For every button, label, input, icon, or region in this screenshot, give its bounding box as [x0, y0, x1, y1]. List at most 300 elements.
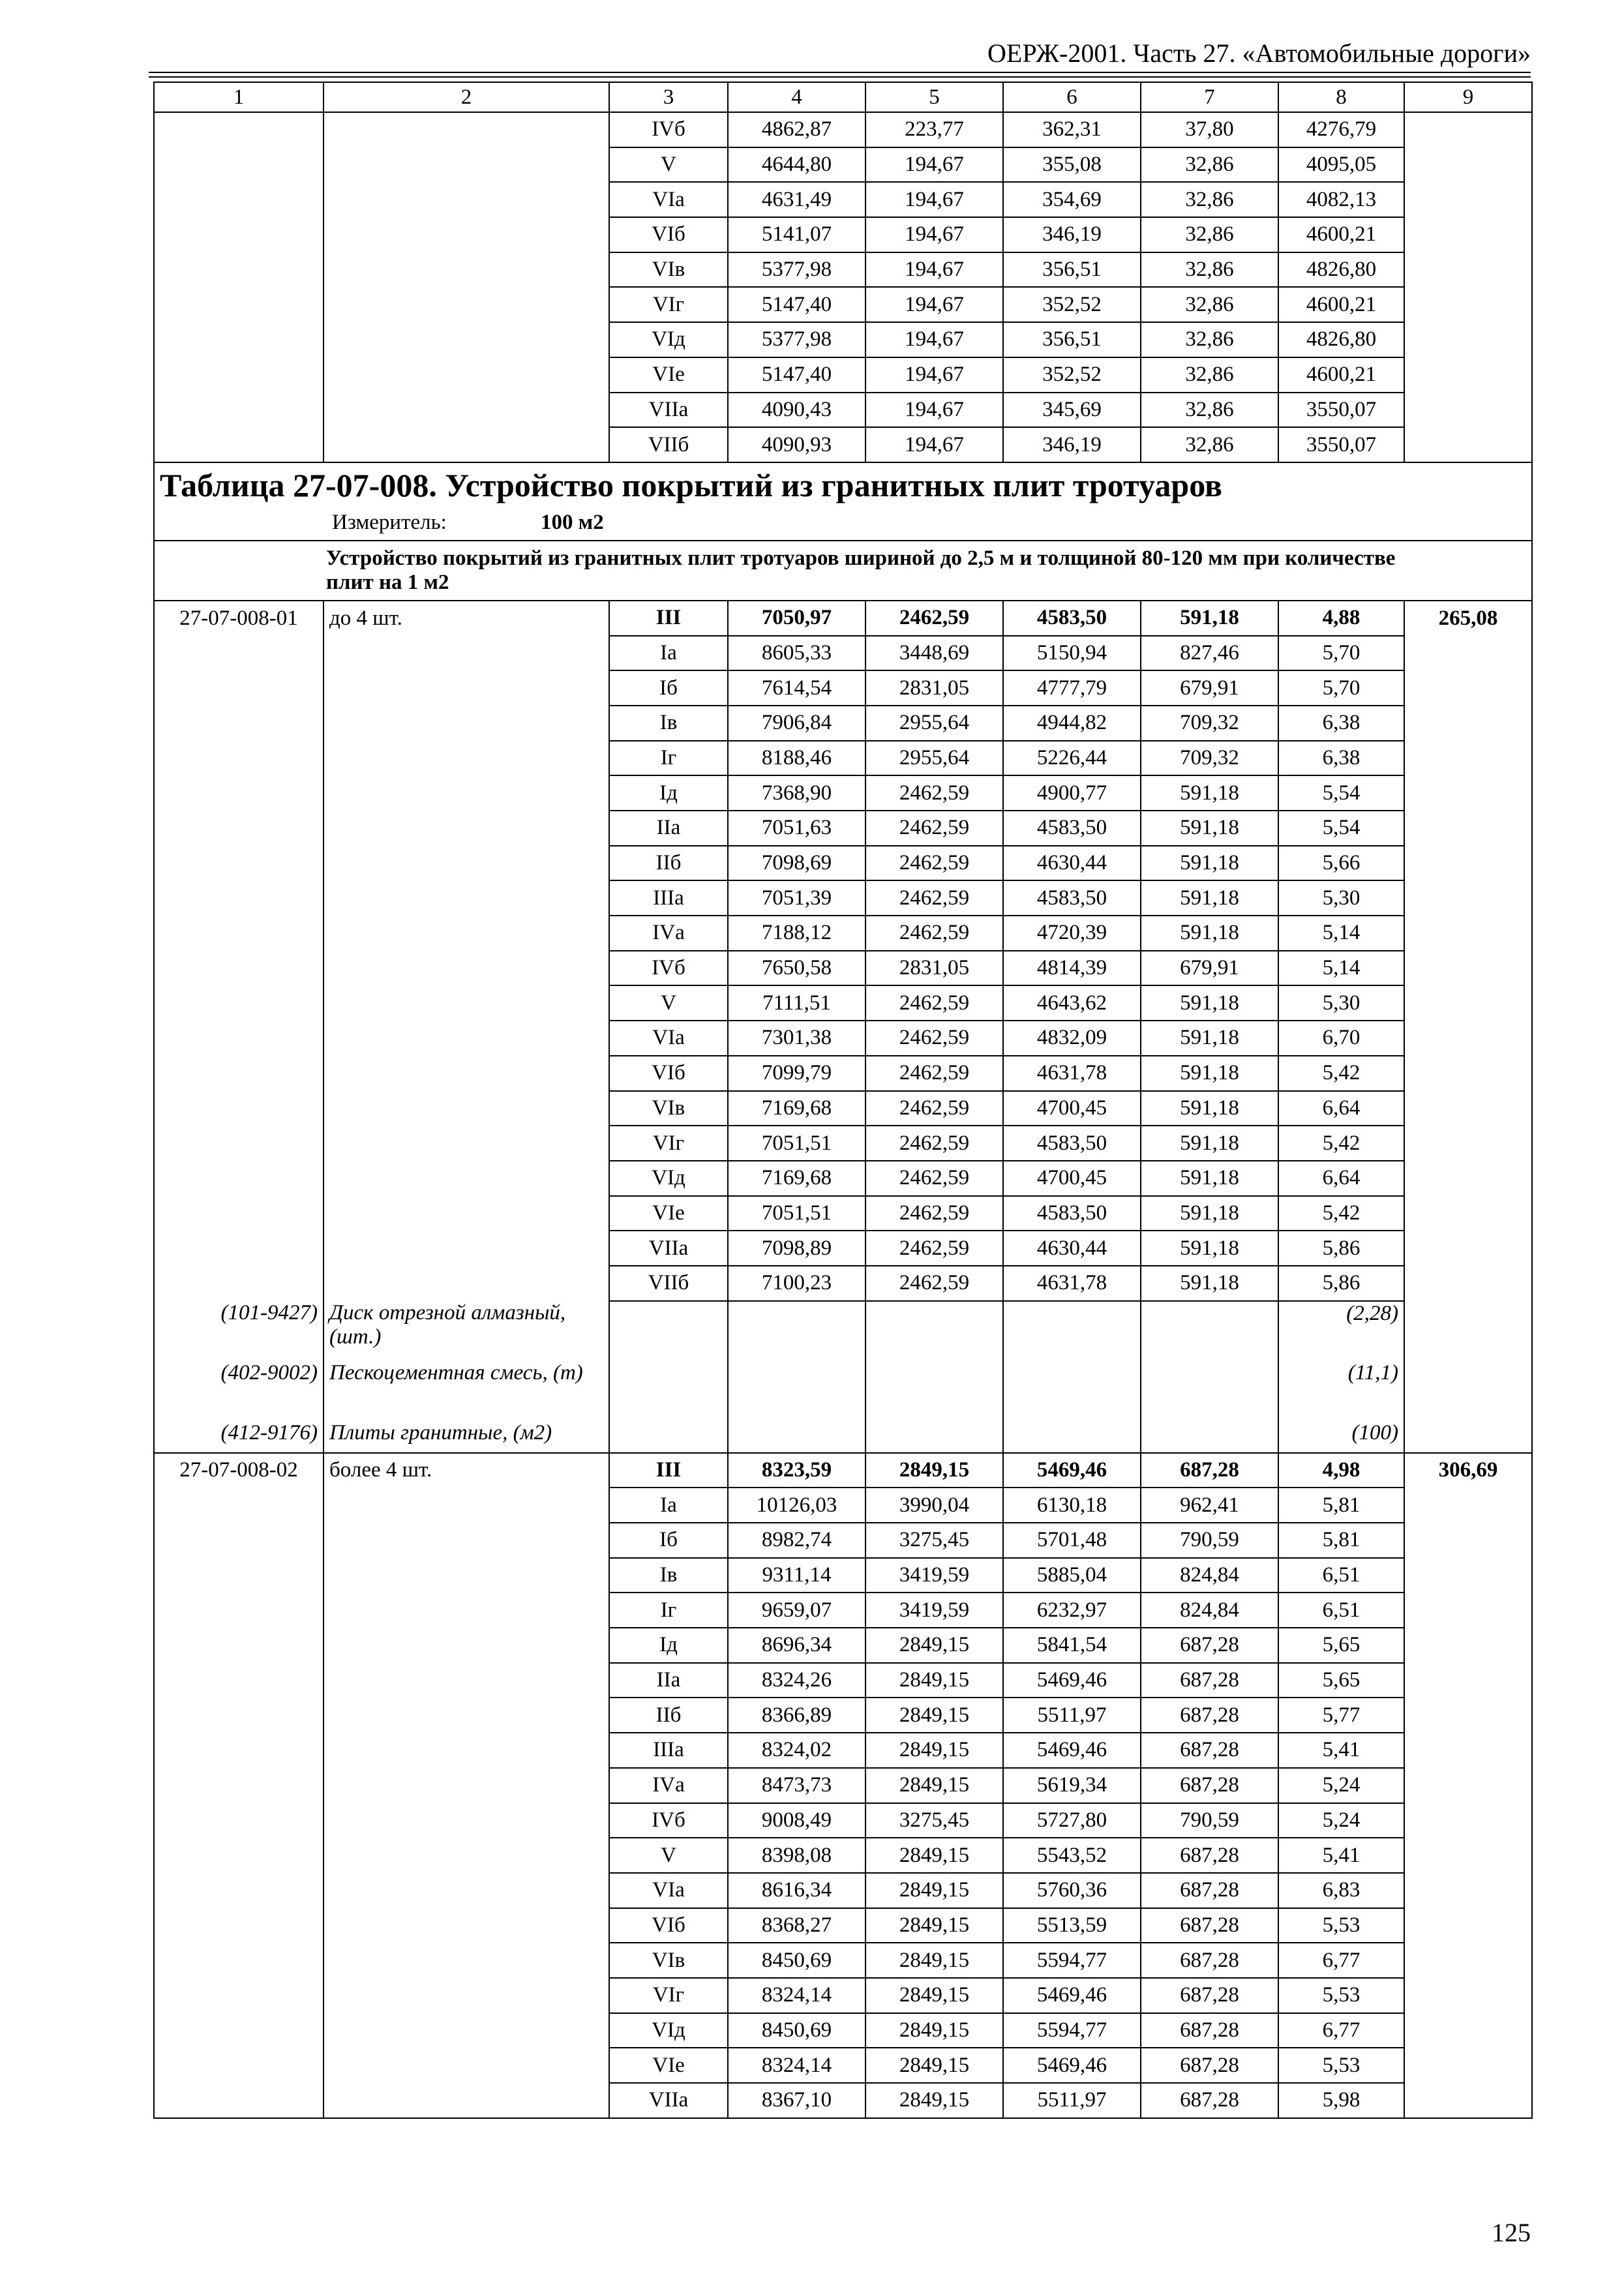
table-cell: V	[609, 1838, 728, 1873]
table-title-row	[154, 462, 1532, 506]
table-cell: 2462,59	[865, 916, 1003, 951]
table-cell: 679,91	[1141, 670, 1278, 706]
column-number: 1	[154, 82, 323, 112]
table-row	[154, 1266, 1532, 1301]
table-cell: 10126,03	[728, 1488, 865, 1523]
table-cell: 5,41	[1278, 1733, 1404, 1768]
empty-cell	[154, 1628, 323, 1663]
table-cell: 194,67	[865, 393, 1003, 428]
table-row	[154, 1453, 1532, 1488]
table-cell: 5,86	[1278, 1266, 1404, 1301]
table-row	[154, 985, 1532, 1021]
empty-cell	[1003, 1421, 1141, 1453]
table-cell: 4095,05	[1278, 147, 1404, 183]
item-name: более 4 шт.	[323, 1453, 609, 1488]
table-cell: 8188,46	[728, 741, 865, 776]
table-cell: 356,51	[1003, 322, 1141, 357]
table-cell: 4276,79	[1278, 112, 1404, 147]
table-cell: 8616,34	[728, 1873, 865, 1908]
empty-cell	[1404, 2048, 1532, 2083]
empty-cell	[323, 182, 609, 217]
table-cell: 4090,93	[728, 427, 865, 462]
empty-cell	[1404, 1628, 1532, 1663]
table-cell: 7098,89	[728, 1231, 865, 1266]
empty-cell	[1404, 1361, 1532, 1421]
table-cell: 194,67	[865, 217, 1003, 252]
table-cell: V	[609, 985, 728, 1021]
empty-cell	[154, 2048, 323, 2083]
table-row	[154, 1698, 1532, 1733]
table-cell: 687,28	[1141, 2013, 1278, 2048]
empty-cell	[323, 393, 609, 428]
table-cell: 5,66	[1278, 846, 1404, 881]
empty-cell	[154, 1196, 323, 1231]
empty-cell	[1404, 1768, 1532, 1803]
table-cell: 6,64	[1278, 1091, 1404, 1126]
table-cell: 5,81	[1278, 1488, 1404, 1523]
table-cell: 194,67	[865, 427, 1003, 462]
table-cell: 6,64	[1278, 1161, 1404, 1196]
empty-cell	[1404, 1558, 1532, 1593]
table-cell: 4600,21	[1278, 287, 1404, 322]
table-row	[154, 322, 1532, 357]
table-cell: 32,86	[1141, 357, 1278, 393]
table-cell: 6,83	[1278, 1873, 1404, 1908]
table-row	[154, 1056, 1532, 1091]
table-title-cell	[154, 462, 1532, 506]
empty-cell	[1404, 1943, 1532, 1978]
empty-cell	[323, 1196, 609, 1231]
table-cell: Iд	[609, 1628, 728, 1663]
table-row	[154, 2048, 1532, 2083]
empty-cell	[1404, 1488, 1532, 1523]
empty-cell	[154, 1978, 323, 2013]
table-cell: 5,53	[1278, 1908, 1404, 1943]
table-cell: 687,28	[1141, 1628, 1278, 1663]
table-row	[154, 1978, 1532, 2013]
empty-cell	[323, 1231, 609, 1266]
table-cell: 9659,07	[728, 1593, 865, 1628]
table-cell: IVб	[609, 1803, 728, 1838]
table-cell: 6,77	[1278, 1943, 1404, 1978]
empty-cell	[154, 1943, 323, 1978]
table-cell: 6,38	[1278, 706, 1404, 741]
table-cell: 4090,43	[728, 393, 865, 428]
table-cell: 4644,80	[728, 147, 865, 183]
empty-cell	[1404, 1196, 1532, 1231]
empty-cell	[154, 916, 323, 951]
table-cell: 3275,45	[865, 1803, 1003, 1838]
table-cell: 2955,64	[865, 741, 1003, 776]
table-cell: 4082,13	[1278, 182, 1404, 217]
empty-cell	[1404, 217, 1532, 252]
table-cell: 8605,33	[728, 636, 865, 671]
table-cell: VIб	[609, 1056, 728, 1091]
table-cell: 354,69	[1003, 182, 1141, 217]
table-cell: 5,54	[1278, 775, 1404, 811]
table-cell: 2462,59	[865, 601, 1003, 636]
table-row	[154, 846, 1532, 881]
table-cell: 687,28	[1141, 1453, 1278, 1488]
empty-cell	[154, 357, 323, 393]
table-cell: 5147,40	[728, 287, 865, 322]
page-header-title: ОЕРЖ-2001. Часть 27. «Автомобильные дороги»	[987, 38, 1531, 68]
empty-cell	[1141, 1421, 1278, 1453]
table-cell: 5,14	[1278, 951, 1404, 986]
table-cell: 7099,79	[728, 1056, 865, 1091]
empty-cell	[1404, 1698, 1532, 1733]
table-cell: 2955,64	[865, 706, 1003, 741]
empty-cell	[1404, 1593, 1532, 1628]
table-row	[154, 1838, 1532, 1873]
table-row	[154, 1126, 1532, 1161]
empty-cell	[323, 706, 609, 741]
table-cell: 8324,14	[728, 1978, 865, 2013]
table-cell: 2462,59	[865, 1091, 1003, 1126]
table-cell: 4600,21	[1278, 217, 1404, 252]
table-row	[154, 741, 1532, 776]
empty-cell	[154, 1768, 323, 1803]
empty-cell	[1404, 2083, 1532, 2118]
table-cell: 687,28	[1141, 2083, 1278, 2118]
table-cell: 591,18	[1141, 880, 1278, 916]
empty-cell	[1404, 1266, 1532, 1301]
table-cell: 2849,15	[865, 1838, 1003, 1873]
table-cell: 2462,59	[865, 1231, 1003, 1266]
table-cell: VIа	[609, 182, 728, 217]
table-cell: 3448,69	[865, 636, 1003, 671]
table-cell: 8323,59	[728, 1453, 865, 1488]
empty-cell	[154, 636, 323, 671]
empty-cell	[154, 1733, 323, 1768]
table-cell: 7051,51	[728, 1126, 865, 1161]
table-cell: 5513,59	[1003, 1908, 1141, 1943]
table-cell: 4,88	[1278, 601, 1404, 636]
empty-cell	[1404, 670, 1532, 706]
table-cell: VIб	[609, 1908, 728, 1943]
table-cell: 4630,44	[1003, 846, 1141, 881]
empty-cell	[323, 1698, 609, 1733]
empty-cell	[154, 1873, 323, 1908]
table-cell: 32,86	[1141, 252, 1278, 288]
empty-cell	[1404, 1126, 1532, 1161]
table-row	[154, 427, 1532, 462]
table-cell: 709,32	[1141, 706, 1278, 741]
table-cell: 5885,04	[1003, 1558, 1141, 1593]
table-row	[154, 1523, 1532, 1558]
table-cell: 2831,05	[865, 951, 1003, 986]
table-cell: 687,28	[1141, 2048, 1278, 2083]
table-row	[154, 811, 1532, 846]
table-cell: 2849,15	[865, 2048, 1003, 2083]
table-cell: VIд	[609, 2013, 728, 2048]
column-number: 9	[1404, 82, 1532, 112]
table-row	[154, 1231, 1532, 1266]
empty-cell	[323, 1126, 609, 1161]
empty-cell	[1404, 1301, 1532, 1361]
table-cell: 687,28	[1141, 1873, 1278, 1908]
table-cell: 7098,69	[728, 846, 865, 881]
empty-cell	[728, 1361, 865, 1421]
table-row	[154, 1803, 1532, 1838]
rates-table	[153, 82, 1533, 2119]
table-cell: 4900,77	[1003, 775, 1141, 811]
table-cell: 4700,45	[1003, 1091, 1141, 1126]
table-cell: VIа	[609, 1021, 728, 1056]
table-cell: 32,86	[1141, 147, 1278, 183]
empty-cell	[154, 1266, 323, 1301]
empty-cell	[323, 1803, 609, 1838]
resource-name: Плиты гранитные, (м2)	[323, 1421, 609, 1453]
table-cell: 687,28	[1141, 1698, 1278, 1733]
table-cell: 591,18	[1141, 775, 1278, 811]
table-cell: 5,30	[1278, 880, 1404, 916]
table-cell: 32,86	[1141, 393, 1278, 428]
table-row	[154, 2083, 1532, 2118]
table-cell: 4944,82	[1003, 706, 1141, 741]
column-number: 3	[609, 82, 728, 112]
table-cell: 5469,46	[1003, 2048, 1141, 2083]
table-cell: 8324,14	[728, 2048, 865, 2083]
meter-label: Измеритель:	[332, 511, 447, 535]
table-cell: VIг	[609, 1126, 728, 1161]
resource-name: Пескоцементная смесь, (т)	[323, 1361, 609, 1421]
table-cell: 4700,45	[1003, 1161, 1141, 1196]
empty-cell	[154, 1593, 323, 1628]
empty-cell	[154, 252, 323, 288]
table-cell: 687,28	[1141, 1838, 1278, 1873]
table-cell: 3419,59	[865, 1593, 1003, 1628]
empty-cell	[1404, 775, 1532, 811]
table-cell: IVа	[609, 1768, 728, 1803]
table-cell: 8324,02	[728, 1733, 865, 1768]
table-cell: Iа	[609, 636, 728, 671]
table-cell: 2462,59	[865, 1266, 1003, 1301]
column-number: 2	[323, 82, 609, 112]
table-cell: 5377,98	[728, 252, 865, 288]
table-cell: 2849,15	[865, 1873, 1003, 1908]
table-cell: 591,18	[1141, 1231, 1278, 1266]
empty-cell	[1404, 427, 1532, 462]
table-cell: 8450,69	[728, 2013, 865, 2048]
empty-cell	[323, 1943, 609, 1978]
table-cell: 5,14	[1278, 916, 1404, 951]
description-cell	[154, 541, 1532, 601]
empty-cell	[323, 2083, 609, 2118]
table-row	[154, 1873, 1532, 1908]
table-cell: 5,54	[1278, 811, 1404, 846]
table-cell: 4630,44	[1003, 1231, 1141, 1266]
empty-cell	[154, 951, 323, 986]
empty-cell	[323, 1908, 609, 1943]
resource-quantity: (2,28)	[1346, 1301, 1398, 1325]
table-cell: Iд	[609, 775, 728, 811]
empty-cell	[865, 1301, 1003, 1361]
table-cell: 8982,74	[728, 1523, 865, 1558]
table-cell: 3550,07	[1278, 393, 1404, 428]
table-cell: 2462,59	[865, 1056, 1003, 1091]
table-cell: VIе	[609, 357, 728, 393]
empty-cell	[323, 1768, 609, 1803]
table-cell: 687,28	[1141, 1733, 1278, 1768]
table-cell: 346,19	[1003, 217, 1141, 252]
table-cell: IIIа	[609, 1733, 728, 1768]
table-cell: 194,67	[865, 252, 1003, 288]
table-cell: 5,24	[1278, 1768, 1404, 1803]
empty-cell	[154, 1523, 323, 1558]
table-row	[154, 1943, 1532, 1978]
empty-cell	[865, 1421, 1003, 1453]
item-total: 265,08	[1404, 601, 1532, 636]
empty-cell	[323, 670, 609, 706]
table-cell: 591,18	[1141, 1196, 1278, 1231]
table-row	[154, 916, 1532, 951]
empty-cell	[609, 1421, 728, 1453]
table-cell: 2849,15	[865, 1453, 1003, 1488]
empty-cell	[323, 112, 609, 147]
empty-cell	[154, 1663, 323, 1698]
table-cell: 7614,54	[728, 670, 865, 706]
empty-cell	[323, 1558, 609, 1593]
table-cell: 824,84	[1141, 1593, 1278, 1628]
table-row	[154, 1908, 1532, 1943]
page-number: 125	[1492, 2218, 1531, 2247]
table-cell: 3419,59	[865, 1558, 1003, 1593]
table-cell: 4631,78	[1003, 1056, 1141, 1091]
table-title: Таблица 27-07-008. Устройство покрытий из гранитных плит тротуаров	[160, 466, 1222, 503]
meter-cell	[154, 506, 1532, 541]
empty-cell	[154, 1698, 323, 1733]
table-row	[154, 775, 1532, 811]
table-row	[154, 287, 1532, 322]
table-cell: 8398,08	[728, 1838, 865, 1873]
table-cell: 824,84	[1141, 1558, 1278, 1593]
table-cell: 709,32	[1141, 741, 1278, 776]
table-cell: 5760,36	[1003, 1873, 1141, 1908]
table-cell: 3275,45	[865, 1523, 1003, 1558]
table-cell: 5,42	[1278, 1056, 1404, 1091]
empty-cell	[154, 1126, 323, 1161]
table-cell: 4826,80	[1278, 252, 1404, 288]
empty-cell	[154, 880, 323, 916]
table-cell: IVб	[609, 112, 728, 147]
table-cell: 2849,15	[865, 1733, 1003, 1768]
empty-cell	[1404, 880, 1532, 916]
table-cell: IIа	[609, 1663, 728, 1698]
table-row	[154, 1558, 1532, 1593]
table-cell: 4600,21	[1278, 357, 1404, 393]
table-cell: Iа	[609, 1488, 728, 1523]
empty-cell	[323, 880, 609, 916]
empty-cell	[323, 1628, 609, 1663]
resource-row	[154, 1361, 1532, 1421]
table-cell: 32,86	[1141, 287, 1278, 322]
table-cell: 591,18	[1141, 1091, 1278, 1126]
table-row	[154, 1628, 1532, 1663]
table-cell: 7051,39	[728, 880, 865, 916]
table-cell: 194,67	[865, 147, 1003, 183]
table-cell: 2849,15	[865, 2013, 1003, 2048]
empty-cell	[154, 1838, 323, 1873]
table-cell: 2849,15	[865, 1908, 1003, 1943]
table-cell: Iв	[609, 706, 728, 741]
empty-cell	[1404, 741, 1532, 776]
empty-cell	[1141, 1301, 1278, 1361]
table-cell: 2849,15	[865, 1768, 1003, 1803]
table-cell: VIе	[609, 2048, 728, 2083]
resource-name: Диск отрезной алмазный, (шт.)	[323, 1301, 609, 1361]
table-cell: Iг	[609, 1593, 728, 1628]
table-cell: VIв	[609, 1091, 728, 1126]
column-number: 6	[1003, 82, 1141, 112]
table-cell: 4631,78	[1003, 1266, 1141, 1301]
table-row	[154, 880, 1532, 916]
empty-cell	[154, 2013, 323, 2048]
table-cell: 687,28	[1141, 1943, 1278, 1978]
empty-cell	[1404, 1161, 1532, 1196]
table-cell: 5543,52	[1003, 1838, 1141, 1873]
empty-cell	[323, 357, 609, 393]
table-cell: 591,18	[1141, 1161, 1278, 1196]
empty-cell	[1404, 357, 1532, 393]
table-cell: 194,67	[865, 182, 1003, 217]
table-row	[154, 670, 1532, 706]
table-cell: VIв	[609, 252, 728, 288]
table-cell: 356,51	[1003, 252, 1141, 288]
empty-cell	[154, 112, 323, 147]
table-cell: 5594,77	[1003, 1943, 1141, 1978]
table-cell: VIд	[609, 322, 728, 357]
table-cell: 5469,46	[1003, 1453, 1141, 1488]
table-cell: 4832,09	[1003, 1021, 1141, 1056]
table-cell: 7906,84	[728, 706, 865, 741]
empty-cell	[154, 427, 323, 462]
item-total: 306,69	[1404, 1453, 1532, 1488]
resource-code: (101-9427)	[154, 1301, 323, 1361]
table-cell: 4826,80	[1278, 322, 1404, 357]
empty-cell	[1404, 182, 1532, 217]
empty-cell	[323, 147, 609, 183]
empty-cell	[609, 1361, 728, 1421]
item-code: 27-07-008-02	[154, 1453, 323, 1488]
table-cell: 2462,59	[865, 1126, 1003, 1161]
table-cell: 5,70	[1278, 636, 1404, 671]
table-cell: Iг	[609, 741, 728, 776]
table-cell: 5727,80	[1003, 1803, 1141, 1838]
table-cell: 6,38	[1278, 741, 1404, 776]
empty-cell	[154, 1021, 323, 1056]
empty-cell	[154, 1056, 323, 1091]
table-cell: 2849,15	[865, 1663, 1003, 1698]
table-cell: 5,81	[1278, 1523, 1404, 1558]
empty-cell	[154, 287, 323, 322]
table-cell: 352,52	[1003, 357, 1141, 393]
table-cell: 687,28	[1141, 1768, 1278, 1803]
empty-cell	[1003, 1361, 1141, 1421]
table-cell: 6,70	[1278, 1021, 1404, 1056]
column-number: 8	[1278, 82, 1404, 112]
table-cell: 7368,90	[728, 775, 865, 811]
table-cell: 4583,50	[1003, 811, 1141, 846]
column-number-row	[154, 82, 1532, 112]
table-cell: 687,28	[1141, 1908, 1278, 1943]
table-cell: VIб	[609, 217, 728, 252]
table-cell: 32,86	[1141, 427, 1278, 462]
table-cell: VIа	[609, 1873, 728, 1908]
table-cell: 6,51	[1278, 1593, 1404, 1628]
empty-cell	[323, 1161, 609, 1196]
table-cell: VIг	[609, 1978, 728, 2013]
